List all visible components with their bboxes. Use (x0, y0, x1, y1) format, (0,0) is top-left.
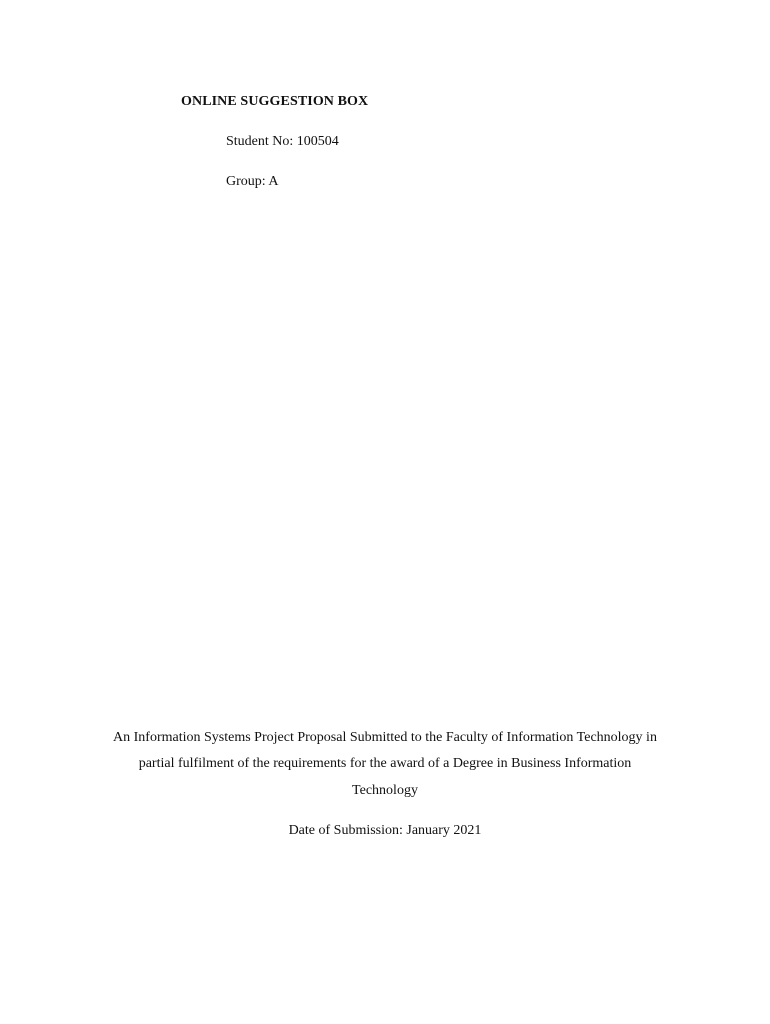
proposal-statement-line-2: partial fulfilment of the requirements for the award of a Degree in Business Information (138, 756, 632, 771)
group-label: Group: A (226, 174, 279, 189)
document-title: ONLINE SUGGESTION BOX (181, 94, 369, 109)
submission-date: Date of Submission: January 2021 (288, 823, 482, 838)
student-number: Student No: 100504 (226, 134, 339, 149)
proposal-statement-line-1: An Information Systems Project Proposal Submitted to the Faculty of Information Technology in (113, 730, 657, 745)
proposal-statement-line-3: Technology (352, 783, 418, 798)
